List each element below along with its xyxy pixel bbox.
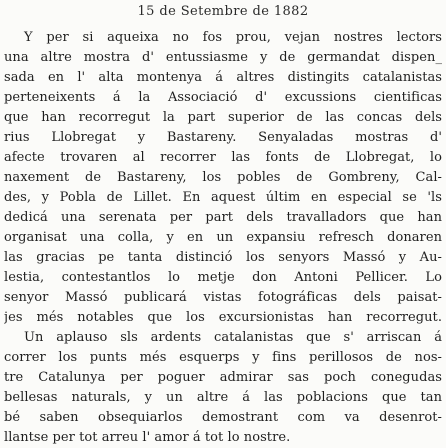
text-line: Un aplauso sls ardents catalanistas que s' arriscan á	[24, 330, 442, 345]
text-line: Y per si aqueixa no fos prou, vejan nostres lectors	[24, 30, 442, 45]
text-line: des, y Pobla de Lillet. En aquest últim en especial se 'ls	[4, 190, 442, 205]
text-line: correr los punts més esquerps y fins perillosos de nos-	[4, 350, 442, 365]
text-line: naxement de Bastareny, los pobles de Gombreny, Cal-	[4, 170, 442, 185]
text-line: tre Catalunya per poguer admirar sas poch conegudas	[4, 370, 442, 385]
text-line: las gracias pe tanta distinció los senyors Massó y Au-	[4, 250, 442, 265]
text-line: llantse per tot arreu l' amor á tot lo nostre.	[4, 430, 291, 445]
text-line: sada en l' alta montenya á altres distingits catalanistas	[4, 70, 442, 85]
text-line: dedicá una serenata per part dels travalladors que han	[4, 210, 442, 225]
text-line: jes més notables que los excursionistas han recorregut.	[4, 310, 442, 325]
text-line: bé saben obsequiarlos demostrant com va desenrot-	[4, 410, 442, 425]
text-line: lestia, contestantlos lo metje don Antoni Pellicer. Lo	[4, 270, 442, 285]
article-body	[4, 28, 442, 448]
text-line: organisat una colla, y en un expansiu refresch donaren	[4, 230, 442, 245]
text-line: rius Llobregat y Bastareny. Senyaladas mostras d'	[4, 130, 442, 145]
text-line: una altre mostra d' entussiasme y de germandat dispen_	[4, 50, 442, 65]
text-line: senyor Massó publicará vistas fotográficas dels paisat-	[4, 290, 442, 305]
text-line: afecte trovaren al recorrer las fonts de Llobregat, lo	[4, 150, 442, 165]
text-line: perteneixents á la Associació d' excussions cientificas	[4, 90, 442, 105]
text-line: que han recorregut la part superior de las concas dels	[4, 110, 442, 125]
page-header-date: 15 de Setembre de 1882	[137, 4, 309, 19]
text-line: bellesas naturals, y un altre á las poblacions que tan	[4, 390, 442, 405]
